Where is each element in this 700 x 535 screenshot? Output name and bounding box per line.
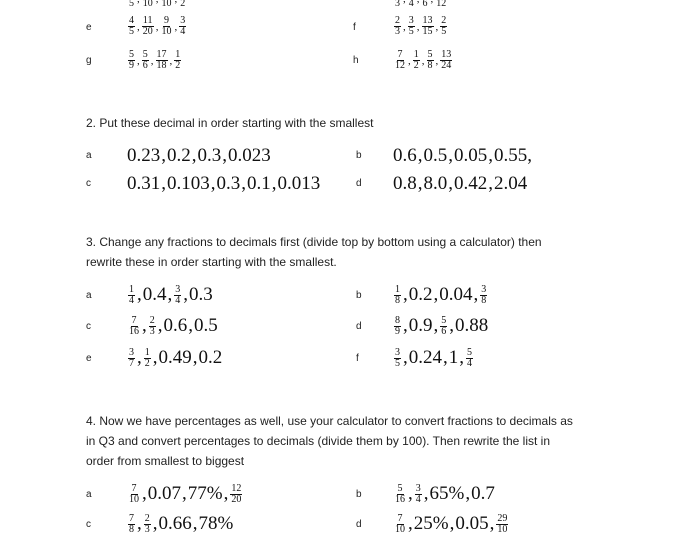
comma-separator: , [167, 284, 173, 305]
comma-separator: , [161, 173, 166, 194]
fraction-denominator: 3 [395, 26, 400, 37]
fraction-numerator: 5 [142, 49, 148, 60]
fraction-denominator: 10 [497, 523, 508, 535]
number-value: 2.04 [494, 173, 528, 194]
fraction-denominator: 10 [142, 0, 153, 9]
q3-d-list [393, 315, 488, 337]
q1-h-list [393, 50, 453, 71]
comma-separator: , [137, 284, 142, 305]
comma-separator: , [192, 513, 198, 534]
fraction [394, 484, 406, 505]
fraction-denominator: 2 [175, 60, 181, 71]
fraction-numerator: 3 [481, 283, 487, 295]
fraction-numerator: 3 [395, 346, 400, 358]
fraction-numerator: 13 [441, 49, 452, 60]
number-value: 0.5 [194, 315, 218, 336]
comma-separator: , [433, 284, 439, 305]
fraction [415, 484, 422, 505]
fraction [408, 16, 415, 37]
fraction-denominator: 8 [129, 523, 134, 535]
q2-c-list [127, 173, 320, 195]
number-value: 0.2 [198, 347, 223, 368]
q3-title-line: 3. Change any fractions to decimals first (divide top by bottom using a calculator) then [86, 235, 542, 249]
comma-separator: , [448, 173, 453, 194]
fraction [142, 0, 154, 9]
fraction-denominator: 4 [180, 26, 186, 37]
fraction-numerator: 4 [129, 15, 134, 26]
comma-separator: , [423, 483, 429, 504]
fraction-numerator: 5 [427, 49, 433, 60]
fraction [394, 514, 406, 535]
fraction-denominator: 4 [408, 0, 414, 9]
comma-separator: , [157, 315, 163, 336]
q1-row1-left-list [127, 0, 187, 9]
comma-separator: , [459, 347, 464, 368]
q3-a-list [127, 284, 213, 306]
q4-title [86, 411, 626, 471]
fraction [128, 484, 140, 505]
fraction [179, 0, 186, 9]
fraction [149, 316, 156, 337]
fraction [156, 50, 168, 71]
number-value: 0.05 [454, 145, 488, 166]
fraction-denominator: 12 [395, 60, 405, 71]
fraction-numerator: 1 [413, 49, 419, 60]
question-label: a [86, 290, 92, 301]
comma-separator: , [473, 284, 479, 305]
number-value: 0.3 [189, 284, 213, 305]
comma-separator: , [183, 284, 188, 305]
fraction-denominator: 9 [129, 60, 134, 71]
comma-separator: , [443, 347, 448, 368]
fraction [174, 50, 181, 71]
number-value: 0.013 [277, 173, 321, 194]
question-label: c [86, 178, 91, 189]
fraction [496, 514, 508, 535]
fraction-denominator: 2 [413, 60, 419, 71]
fraction [142, 50, 149, 71]
comma-separator: , [449, 513, 455, 534]
question-label: g [86, 55, 92, 66]
fraction-denominator: 10 [129, 493, 139, 505]
comma-separator: , [408, 483, 413, 504]
fraction-denominator: 10 [395, 523, 405, 535]
question-label: a [86, 150, 92, 161]
fraction-numerator: 2 [395, 15, 400, 26]
fraction [128, 16, 135, 37]
fraction-denominator: 5 [129, 26, 134, 37]
comma-separator: , [403, 20, 406, 33]
question-label: a [86, 489, 92, 500]
q1-row1-right-list [393, 0, 448, 9]
fraction-denominator: 6 [441, 325, 447, 337]
q3-title-line: rewrite these in order starting with the smallest. [86, 255, 337, 269]
comma-separator: , [152, 513, 158, 534]
question-label: b [356, 150, 362, 161]
comma-separator: , [488, 145, 493, 166]
comma-separator: , [403, 315, 408, 336]
fraction-numerator: 9 [164, 15, 169, 26]
fraction-numerator: 7 [131, 482, 137, 494]
fraction-numerator: 5 [441, 314, 447, 326]
number-value: 0.88 [455, 315, 489, 336]
comma-separator: , [449, 315, 454, 336]
fraction [408, 0, 415, 9]
number-value: 0.7 [471, 483, 495, 504]
comma-separator: , [210, 173, 216, 194]
number-value: 0.66 [158, 513, 192, 534]
fraction-denominator: 3 [395, 0, 400, 9]
comma-separator: , [421, 54, 425, 67]
comma-separator: , [137, 513, 142, 534]
number-value: 0.6 [163, 315, 188, 336]
number-value: 0.49 [158, 347, 192, 368]
comma-separator: , [192, 347, 198, 368]
question-label: d [356, 321, 362, 332]
comma-separator: , [222, 145, 227, 166]
fraction-numerator: 3 [129, 346, 134, 358]
fraction-denominator: 5 [408, 26, 414, 37]
comma-separator: , [435, 54, 439, 67]
fraction-numerator: 3 [175, 283, 181, 295]
fraction-denominator: 18 [156, 60, 167, 71]
fraction [179, 16, 186, 37]
question-label: d [356, 178, 362, 189]
fraction [422, 16, 434, 37]
number-value: 65% [429, 483, 465, 504]
q4-b-list [393, 483, 495, 505]
fraction [435, 0, 447, 9]
fraction-numerator: 3 [408, 15, 414, 26]
fraction [128, 50, 135, 71]
fraction-denominator: 12 [436, 0, 447, 9]
question-label: c [86, 321, 91, 332]
question-label: b [356, 489, 362, 500]
fraction [480, 285, 487, 306]
fraction [394, 348, 401, 369]
comma-separator: , [161, 145, 166, 166]
fraction [440, 50, 452, 71]
fraction [128, 0, 135, 9]
number-value: 25% [413, 513, 449, 534]
q3-c-list [127, 315, 218, 337]
q4-title-line: in Q3 and convert percentages to decimals (divide them by 100). Then rewrite the list in [86, 434, 551, 448]
fraction [128, 348, 135, 369]
fraction-denominator: 9 [395, 325, 400, 337]
comma-separator: , [435, 20, 439, 33]
q4-a-list [127, 483, 243, 505]
fraction [394, 16, 401, 37]
fraction-denominator: 6 [422, 0, 428, 9]
comma-separator: , [137, 54, 140, 67]
number-value: 0.2 [408, 284, 433, 305]
fraction [422, 0, 429, 9]
comma-separator [431, 0, 434, 5]
question-label: d [356, 519, 362, 530]
comma-separator: , [191, 145, 197, 166]
number-value: 0.5 [423, 145, 448, 166]
fraction-denominator: 24 [441, 60, 452, 71]
fraction-denominator: 4 [415, 493, 421, 505]
fraction-numerator: 3 [180, 15, 186, 26]
fraction [394, 50, 406, 71]
comma-separator: , [137, 347, 142, 368]
fraction-numerator: 7 [397, 49, 403, 60]
fraction-denominator: 5 [441, 26, 447, 37]
q3-f-list [393, 347, 474, 369]
fraction [394, 0, 401, 9]
number-value: 0.23 [127, 145, 161, 166]
number-value: 0.2 [167, 145, 191, 166]
number-value: 0.3 [197, 145, 222, 166]
comma-separator: , [174, 20, 178, 33]
comma-separator: , [271, 173, 277, 194]
fraction-denominator: 4 [175, 294, 181, 306]
fraction-numerator: 5 [467, 346, 472, 358]
fraction [427, 50, 434, 71]
fraction-denominator: 8 [481, 294, 487, 306]
fraction-numerator: 12 [231, 482, 242, 494]
fraction-denominator: 15 [422, 26, 433, 37]
fraction-numerator: 29 [497, 512, 508, 524]
comma-separator: , [155, 20, 159, 33]
comma-separator: , [188, 315, 193, 336]
comma-separator: , [150, 54, 154, 67]
q3-e-list [127, 347, 222, 369]
q2-b-list [393, 145, 532, 167]
comma-separator: , [137, 20, 140, 33]
q4-title-line: 4. Now we have percentages as well, use your calculator to convert fractions to decimals as [86, 414, 573, 428]
fraction [161, 16, 173, 37]
comma-separator: , [488, 173, 493, 194]
fraction-denominator: 2 [180, 0, 186, 9]
question-label: f [353, 22, 356, 33]
comma-separator: , [416, 20, 420, 33]
number-value: 0.31 [127, 173, 161, 194]
comma-separator: , [169, 54, 173, 67]
comma-separator: , [408, 513, 413, 534]
q1-e-list [127, 16, 187, 37]
fraction-numerator: 1 [175, 49, 181, 60]
fraction-numerator: 1 [144, 346, 150, 358]
fraction-numerator: 13 [422, 15, 433, 26]
number-value: 0.023 [228, 145, 271, 166]
fraction-denominator: 16 [395, 493, 405, 505]
comma-separator [175, 0, 178, 5]
fraction-numerator: 7 [131, 314, 137, 326]
question-label: h [353, 55, 359, 66]
number-value: 0.05 [455, 513, 489, 534]
fraction-denominator: 6 [142, 60, 148, 71]
question-label: b [356, 290, 362, 301]
fraction-numerator: 2 [441, 15, 447, 26]
fraction-numerator: 1 [129, 283, 134, 295]
comma-separator: , [448, 145, 453, 166]
fraction-denominator: 4 [467, 357, 472, 369]
comma-separator: , [223, 483, 229, 504]
comma-separator: , [241, 173, 246, 194]
number-value: 0.103 [167, 173, 210, 194]
number-value: 78% [198, 513, 234, 534]
q3-title [86, 232, 626, 272]
q3-b-list [393, 284, 488, 306]
fraction [142, 16, 154, 37]
fraction-numerator: 17 [156, 49, 167, 60]
number-value: 0.8 [393, 173, 417, 194]
comma-separator: , [417, 145, 423, 166]
question-label: e [86, 22, 92, 33]
number-value: 0.24 [408, 347, 442, 368]
comma-separator: , [403, 347, 408, 368]
comma-separator: , [417, 173, 423, 194]
comma-separator: , [142, 315, 147, 336]
fraction-denominator: 5 [395, 357, 400, 369]
comma-separator: , [489, 513, 495, 534]
fraction-denominator: 20 [142, 26, 153, 37]
question-label: f [356, 353, 359, 364]
fraction-denominator: 10 [161, 26, 172, 37]
fraction [440, 16, 447, 37]
number-value: 0.42 [454, 173, 488, 194]
fraction-numerator: 8 [395, 314, 400, 326]
comma-separator [156, 0, 159, 5]
fraction-denominator: 20 [231, 493, 242, 505]
fraction-denominator: 4 [129, 294, 134, 306]
fraction-denominator: 16 [129, 325, 139, 337]
number-value: 0.55, [494, 145, 532, 166]
comma-separator [137, 0, 140, 5]
fraction-denominator: 8 [427, 60, 433, 71]
fraction [394, 285, 401, 306]
q1-f-list [393, 16, 448, 37]
fraction-denominator: 2 [144, 357, 150, 369]
comma-separator [417, 0, 420, 5]
question-label: e [86, 353, 92, 364]
fraction-denominator: 5 [129, 0, 134, 9]
number-value: 0.4 [142, 284, 167, 305]
number-value: 0.3 [216, 173, 241, 194]
fraction-numerator: 1 [395, 283, 400, 295]
fraction-denominator: 10 [161, 0, 172, 9]
fraction [230, 484, 242, 505]
comma-separator: , [433, 315, 439, 336]
comma-separator: , [142, 483, 147, 504]
number-value: 0.6 [393, 145, 417, 166]
fraction [394, 316, 401, 337]
fraction-numerator: 7 [397, 512, 403, 524]
comma-separator: , [403, 284, 408, 305]
fraction [413, 50, 420, 71]
fraction [128, 285, 135, 306]
fraction [144, 348, 151, 369]
q2-title: 2. Put these decimal in order starting with the smallest [86, 116, 374, 130]
q2-a-list [127, 145, 271, 167]
fraction [440, 316, 447, 337]
number-value: 1 [448, 347, 459, 368]
comma-separator: , [465, 483, 471, 504]
number-value: 0.07 [147, 483, 181, 504]
fraction [174, 285, 181, 306]
fraction [128, 514, 135, 535]
q2-d-list [393, 173, 527, 195]
number-value: 8.0 [423, 173, 448, 194]
number-value: 0.04 [439, 284, 473, 305]
fraction [161, 0, 173, 9]
number-value: 0.9 [408, 315, 433, 336]
number-value: 0.1 [247, 173, 271, 194]
fraction-denominator: 8 [395, 294, 400, 306]
comma-separator: , [152, 347, 158, 368]
fraction [128, 316, 140, 337]
comma-separator: , [182, 483, 187, 504]
comma-separator [403, 0, 406, 5]
fraction-numerator: 2 [144, 512, 150, 524]
fraction-numerator: 3 [415, 482, 421, 494]
fraction-numerator: 7 [129, 512, 134, 524]
fraction-denominator: 7 [129, 357, 134, 369]
fraction-numerator: 5 [397, 482, 403, 494]
fraction-denominator: 3 [144, 523, 150, 535]
q1-g-list [127, 50, 182, 71]
fraction [466, 348, 473, 369]
fraction-numerator: 11 [142, 15, 153, 26]
q4-d-list [393, 513, 509, 535]
number-value: 77% [187, 483, 223, 504]
fraction-numerator: 2 [149, 314, 155, 326]
fraction-numerator: 5 [129, 49, 134, 60]
question-label: c [86, 519, 91, 530]
q4-c-list [127, 513, 233, 535]
fraction [144, 514, 151, 535]
q4-title-line: order from smallest to biggest [86, 454, 245, 468]
comma-separator: , [408, 54, 411, 67]
fraction-denominator: 3 [149, 325, 155, 337]
